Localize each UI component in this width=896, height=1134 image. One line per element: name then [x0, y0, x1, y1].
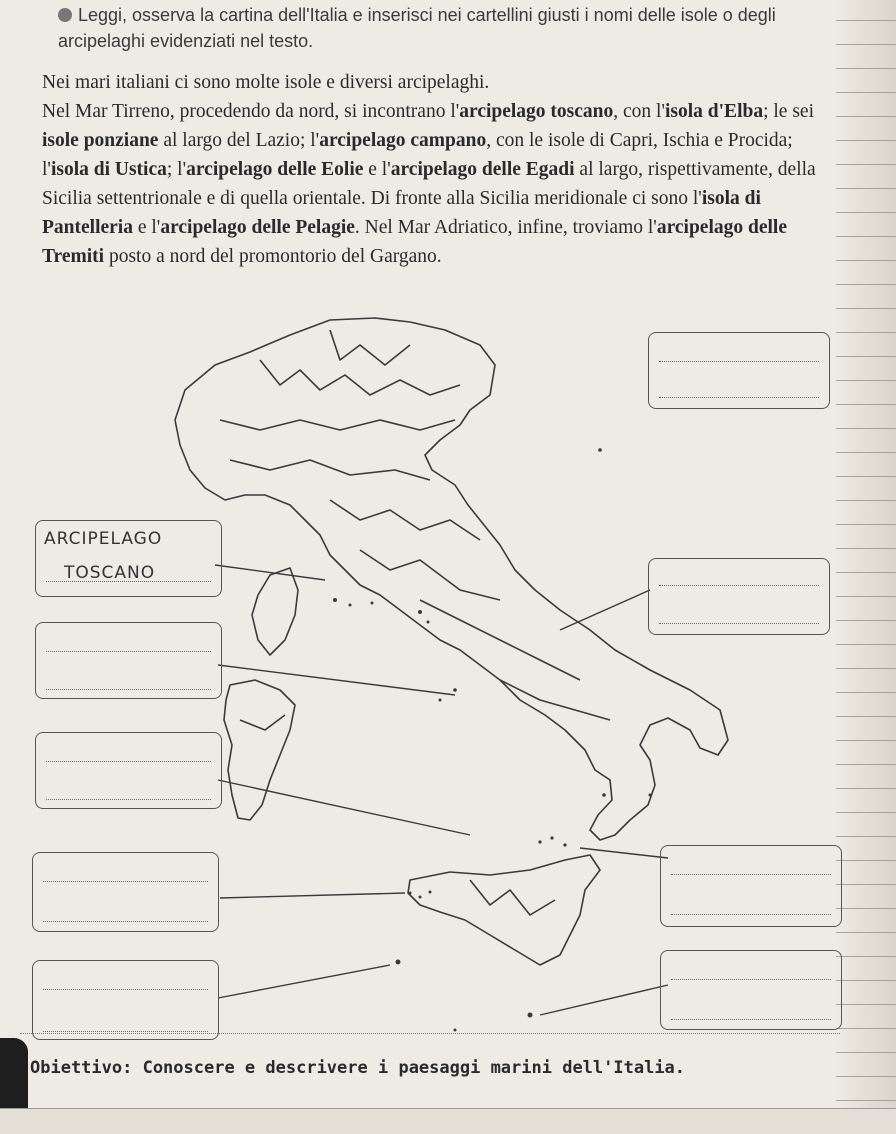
- answer-text-line-1: ARCIPELAGO: [44, 529, 163, 549]
- answer-box-2[interactable]: [35, 622, 222, 699]
- section-divider: [20, 1033, 840, 1034]
- bullet-icon: [58, 8, 72, 22]
- answer-box-9[interactable]: [660, 950, 842, 1030]
- page-footer: [0, 1108, 896, 1134]
- answer-box-6[interactable]: [648, 332, 830, 409]
- answer-text-line-2: TOSCANO: [64, 563, 156, 583]
- reading-passage: [42, 68, 832, 271]
- answer-box-8[interactable]: [660, 845, 842, 927]
- answer-box-4[interactable]: [32, 852, 219, 932]
- reading-paragraph-2: Nel Mar Tirreno, procedendo da nord, si incontrano l'arcipelago toscano, con l'isola d'Elba; le sei isole ponziane al largo del Lazio; l'arcipelago campano, con le isole di Capri, Ischia e Procida; l'isola di Ustica; l'arcipelago delle Eolie e l'arcipelago delle Egadi al largo, rispettivamente, della Sicilia settentrionale e di quella orientale. Di fronte alla Sicilia meridionale ci sono l'isola di Pantelleria e l'arcipelago delle Pelagie. Nel Mar Adriatico, infine, troviamo l'arcipelago delle Tremiti posto a nord del promontorio del Gargano.: [42, 101, 816, 267]
- italy-mainland: [175, 318, 728, 840]
- corsica-outline: [252, 568, 298, 655]
- objective-text: Obiettivo: Conoscere e descrivere i paesaggi marini dell'Italia.: [30, 1058, 686, 1078]
- reading-line-1: Nei mari italiani ci sono molte isole e diversi arcipelaghi.: [42, 72, 490, 93]
- answer-box-toscano[interactable]: [35, 520, 222, 597]
- answer-box-7[interactable]: [648, 558, 830, 635]
- sardinia-outline: [224, 680, 295, 820]
- answer-box-5[interactable]: [32, 960, 219, 1040]
- answer-box-3[interactable]: [35, 732, 222, 809]
- instruction-text: Leggi, osserva la cartina dell'Italia e inserisci nei cartellini giusti i nomi delle isole o degli arcipelaghi evidenziati nel testo.: [58, 5, 776, 51]
- sicily-outline: [408, 855, 600, 965]
